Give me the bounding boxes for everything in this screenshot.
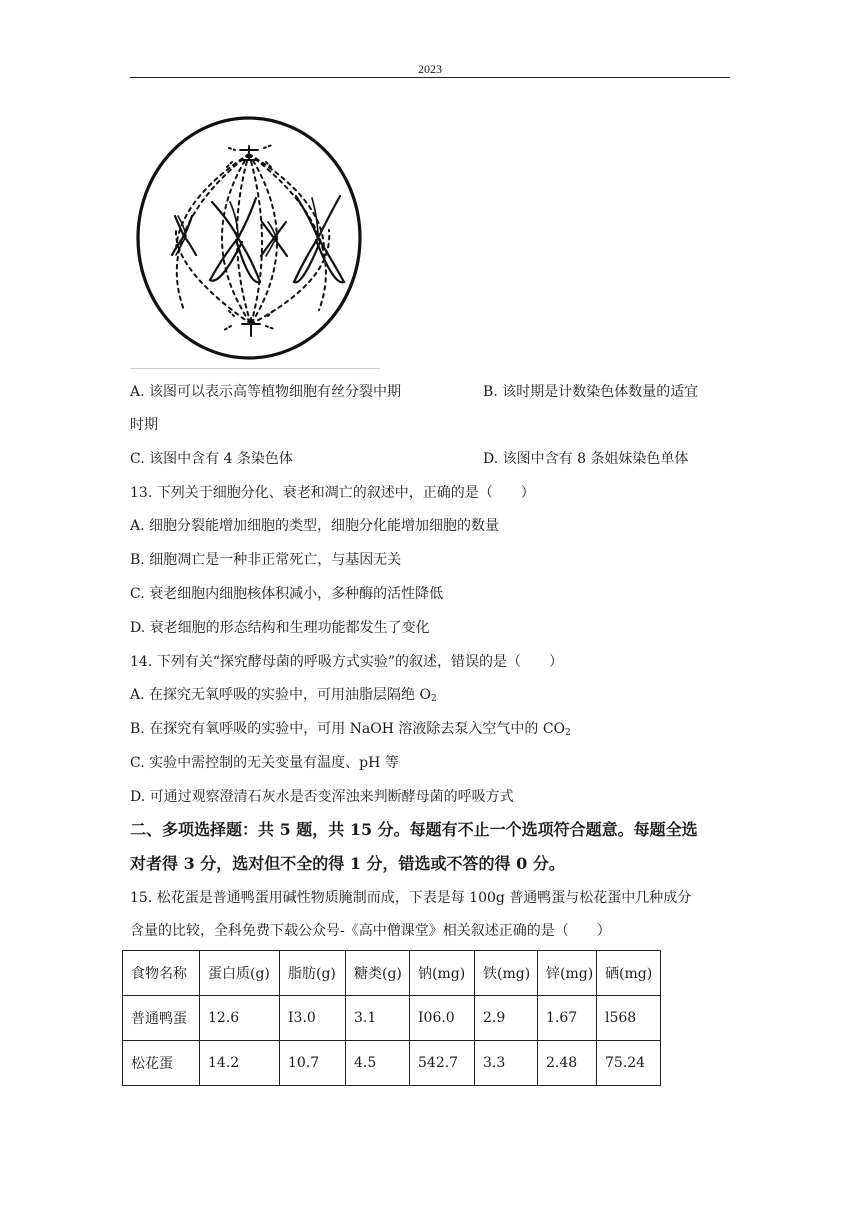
table-cell: 14.2 xyxy=(200,1041,280,1086)
q13-option-c: C. 衰老细胞内细胞核体积减小，多种酶的活性降低 xyxy=(130,586,444,602)
table-cell: l568 xyxy=(597,996,661,1041)
table-cell: 10.7 xyxy=(280,1041,346,1086)
table-header-cell: 食物名称 xyxy=(123,951,200,996)
table-header-cell: 硒(mg) xyxy=(597,951,661,996)
nutrition-table xyxy=(122,950,661,1086)
table-header-cell: 蛋白质(g) xyxy=(200,951,280,996)
table-cell: 3.1 xyxy=(346,996,410,1041)
table-cell: 3.3 xyxy=(475,1041,538,1086)
table-header-row xyxy=(123,951,661,996)
table-header-cell: 锌(mg) xyxy=(538,951,597,996)
q14-stem: 14. 下列有关“探究酵母菌的呼吸方式实验”的叙述，错误的是（ ） xyxy=(130,654,564,670)
table-cell: 542.7 xyxy=(410,1041,475,1086)
chromosome-large-center-left xyxy=(210,198,260,282)
q14-option-a: A. 在探究无氧呼吸的实验中，可用油脂层隔绝 $O_2$ xyxy=(130,687,437,704)
q13-stem: 13. 下列关于细胞分化、衰老和凋亡的叙述中，正确的是（ ） xyxy=(130,485,535,501)
section2-heading-line2: 对者得 3 分，选对但不全的得 1 分，错选或不答的得 0 分。 xyxy=(130,854,565,873)
spindle-fibers xyxy=(176,154,329,324)
centrosome-bottom xyxy=(224,310,274,336)
section2-heading-line1: 二、多项选择题：共 5 题，共 15 分。每题有不止一个选项符合题意。每题全选 xyxy=(130,820,698,839)
table-cell: 2.9 xyxy=(475,996,538,1041)
table-cell: 12.6 xyxy=(200,996,280,1041)
q13-option-b: B. 细胞凋亡是一种非正常死亡，与基因无关 xyxy=(130,552,402,568)
q13-option-a: A. 细胞分裂能增加细胞的类型，细胞分化能增加细胞的数量 xyxy=(130,518,500,534)
q12-option-c: C. 该图中含有 4 条染色体 xyxy=(130,451,293,467)
q14-option-b: B. 在探究有氧呼吸的实验中，可用 NaOH 溶液除去泵入空气中的 $CO_2$ xyxy=(130,721,571,738)
q12-option-a-line2: 时期 xyxy=(130,417,158,433)
page-header-year: 2023 xyxy=(418,62,442,76)
table-cell: I3.0 xyxy=(280,996,346,1041)
header-rule xyxy=(130,77,730,78)
q12-option-d: D. 该图中含有 8 条姐妹染色单体 xyxy=(483,451,689,467)
table-row xyxy=(123,1041,661,1086)
table-cell: 普通鸭蛋 xyxy=(123,996,200,1041)
table-cell: 1.67 xyxy=(538,996,597,1041)
table-header-cell: 糖类(g) xyxy=(346,951,410,996)
table-header-cell: 钠(mg) xyxy=(410,951,475,996)
q15-stem-line2: 含量的比较，全科免费下载公众号-《高中僧课堂》相关叙述正确的是（ ） xyxy=(130,923,611,939)
figure-underline xyxy=(130,368,380,369)
q15-stem-line1: 15. 松花蛋是普通鸭蛋用碱性物质腌制而成，下表是每 100g 普通鸭蛋与松花蛋中几种成分 xyxy=(130,890,692,906)
q13-option-d: D. 衰老细胞的形态结构和生理功能都发生了变化 xyxy=(130,620,430,636)
table-cell: 75.24 xyxy=(597,1041,661,1086)
table-cell: 松花蛋 xyxy=(123,1041,200,1086)
chromosome-small-center xyxy=(261,222,287,256)
table-row xyxy=(123,996,661,1041)
chromosome-small-left xyxy=(172,216,196,255)
table-cell: 4.5 xyxy=(346,1041,410,1086)
q12-option-b: B. 该时期是计数染色体数量的适宜 xyxy=(483,384,699,400)
q14-option-c: C. 实验中需控制的无关变量有温度、pH 等 xyxy=(130,755,399,771)
q12-option-a-line1: A. 该图可以表示高等植物细胞有丝分裂中期 xyxy=(130,384,402,400)
table-header-cell: 铁(mg) xyxy=(475,951,538,996)
mitosis-cell-figure xyxy=(134,110,380,368)
table-cell: I06.0 xyxy=(410,996,475,1041)
table-cell: 2.48 xyxy=(538,1041,597,1086)
table-header-cell: 脂肪(g) xyxy=(280,951,346,996)
q14-option-d: D. 可通过观察澄清石灰水是否变浑浊来判断酵母菌的呼吸方式 xyxy=(130,789,514,805)
